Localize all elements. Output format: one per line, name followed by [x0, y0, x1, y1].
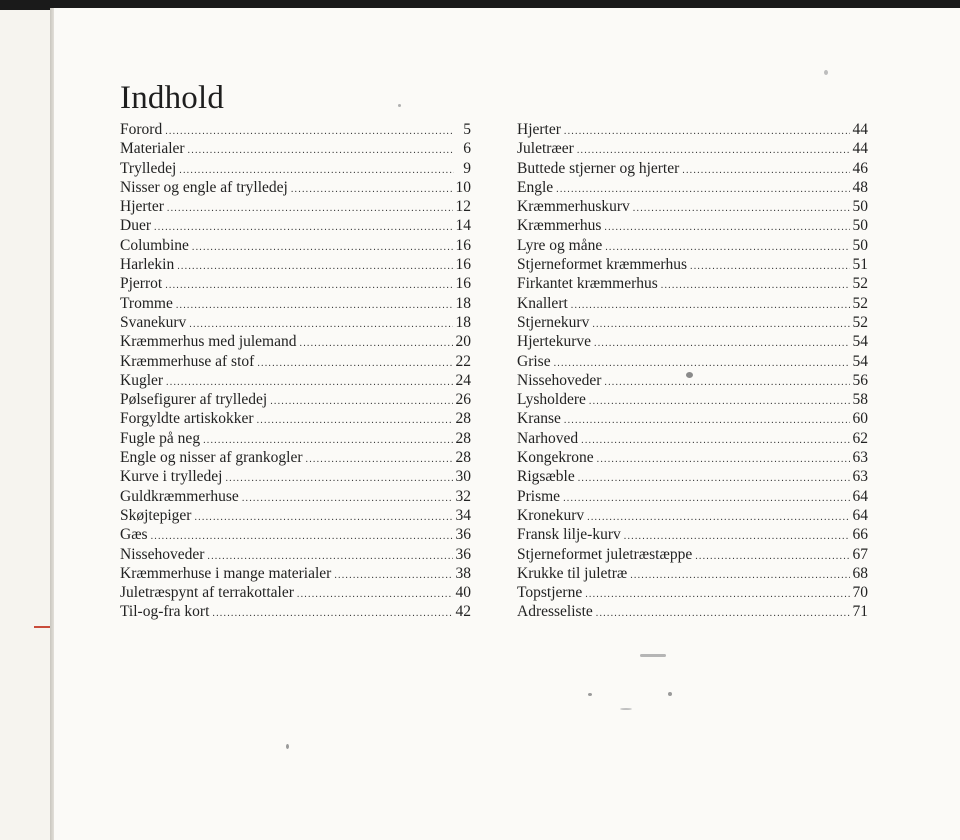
- toc-entry: [120, 352, 471, 371]
- toc-entry: [517, 159, 868, 178]
- toc-entry-title: Rigsæble: [517, 468, 575, 486]
- toc-entry-page-number: 44: [852, 140, 868, 158]
- toc-entry-title: Svanekurv: [120, 313, 187, 331]
- toc-entry: [517, 409, 868, 428]
- toc-entry: [120, 525, 471, 544]
- toc-entry: [517, 467, 868, 486]
- dot-leader: [587, 508, 849, 527]
- toc-entry: [517, 294, 868, 313]
- toc-entry: [517, 236, 868, 255]
- paper-speck: [640, 654, 666, 657]
- toc-entry-title: Hjertekurve: [517, 333, 592, 351]
- toc-entry-page-number: 68: [852, 564, 868, 582]
- toc-entry: [120, 545, 471, 564]
- toc-entry-title: Pjerrot: [120, 275, 163, 293]
- dot-leader: [594, 334, 849, 353]
- toc-entry: [517, 564, 868, 583]
- toc-entry-title: Forord: [120, 121, 163, 138]
- toc-entry-page-number: 44: [852, 121, 868, 138]
- dot-leader: [604, 218, 849, 237]
- dot-leader: [270, 392, 452, 411]
- toc-column-left: [120, 120, 471, 622]
- toc-entry-page-number: 54: [852, 352, 868, 370]
- toc-entry-page-number: 28: [455, 449, 471, 467]
- dot-leader: [192, 238, 453, 257]
- toc-entry-page-number: 40: [455, 584, 471, 602]
- toc-entry-page-number: 22: [455, 352, 471, 370]
- paper-speck: [588, 693, 592, 696]
- toc-entry-page-number: 51: [852, 256, 868, 274]
- toc-entry-page-number: 42: [455, 603, 471, 621]
- toc-entry-page-number: 64: [852, 506, 868, 524]
- dot-leader: [604, 373, 849, 392]
- toc-entry-title: Materialer: [120, 140, 185, 158]
- toc-entry-title: Columbine: [120, 236, 189, 254]
- toc-entry-title: Hjerter: [517, 121, 561, 138]
- toc-entry: [120, 583, 471, 602]
- dot-leader: [564, 411, 850, 430]
- toc-entry-page-number: 56: [852, 371, 868, 389]
- toc-entry-title: Kranse: [517, 410, 561, 428]
- toc-entry-page-number: 16: [455, 256, 471, 274]
- toc-entry-page-number: 20: [455, 333, 471, 351]
- toc-entry-page-number: 52: [852, 275, 868, 293]
- dot-leader: [300, 334, 453, 353]
- toc-entry-page-number: 64: [852, 487, 868, 505]
- toc-entry: [517, 583, 868, 602]
- toc-entry-title: Kugler: [120, 371, 164, 389]
- toc-entry-title: Grise: [517, 352, 551, 370]
- toc-entry: [517, 216, 868, 235]
- dot-leader: [571, 296, 850, 315]
- toc-entry-title: Tromme: [120, 294, 173, 312]
- toc-entry-title: Topstjerne: [517, 584, 583, 602]
- toc-entry-page-number: 18: [455, 313, 471, 331]
- dot-leader: [633, 199, 850, 218]
- toc-entry: [120, 236, 471, 255]
- dot-leader: [592, 315, 849, 334]
- toc-entry: [517, 139, 868, 158]
- toc-entry: [120, 602, 471, 621]
- toc-entry-title: Engle: [517, 178, 554, 196]
- toc-entry: [517, 429, 868, 448]
- dot-leader: [597, 450, 850, 469]
- toc-entry-title: Prisme: [517, 487, 561, 505]
- toc-entry-page-number: 14: [455, 217, 471, 235]
- toc-entry-page-number: 54: [852, 333, 868, 351]
- dot-leader: [176, 296, 453, 315]
- toc-entry: [517, 197, 868, 216]
- toc-entry-page-number: 6: [463, 140, 471, 158]
- toc-entry-title: Kræmmerhuse af stof: [120, 352, 255, 370]
- page-edge-mark: [34, 626, 50, 628]
- toc-column-right: [517, 120, 868, 622]
- toc-entry-title: Lyre og måne: [517, 236, 603, 254]
- toc-entry-page-number: 9: [463, 159, 471, 177]
- toc-entry-title: Juletræspynt af terrakottaler: [120, 584, 294, 602]
- dot-leader: [578, 469, 850, 488]
- dot-leader: [690, 257, 849, 276]
- dot-leader: [306, 450, 453, 469]
- toc-entry-page-number: 36: [455, 526, 471, 544]
- toc-entry-title: Juletræer: [517, 140, 574, 158]
- toc-entry-page-number: 36: [455, 545, 471, 563]
- page-title: Indhold: [120, 80, 225, 116]
- toc-entry-title: Kræmmerhuskurv: [517, 198, 630, 216]
- toc-entry-page-number: 12: [455, 198, 471, 216]
- dot-leader: [165, 276, 452, 295]
- facing-page-edge: [0, 10, 52, 840]
- dot-leader: [585, 585, 849, 604]
- dot-leader: [225, 469, 452, 488]
- toc-entry: [517, 545, 868, 564]
- toc-entry-page-number: 66: [852, 526, 868, 544]
- toc-entry-title: Til-og-fra kort: [120, 603, 210, 621]
- toc-entry: [120, 313, 471, 332]
- toc-entry-page-number: 30: [455, 468, 471, 486]
- toc-entry-page-number: 38: [455, 564, 471, 582]
- dot-leader: [177, 257, 452, 276]
- toc-entry-title: Fransk lilje-kurv: [517, 526, 621, 544]
- toc-entry-page-number: 63: [852, 468, 868, 486]
- toc-entry-page-number: 26: [455, 391, 471, 409]
- dot-leader: [297, 585, 453, 604]
- toc-entry-title: Kurve i trylledej: [120, 468, 223, 486]
- dot-leader: [165, 122, 454, 141]
- toc-entry: [517, 255, 868, 274]
- toc-entry-page-number: 50: [852, 217, 868, 235]
- toc-entry: [120, 274, 471, 293]
- dot-leader: [596, 604, 850, 623]
- toc-entry-title: Narhoved: [517, 429, 579, 447]
- toc-entry-title: Krukke til juletræ: [517, 564, 628, 582]
- toc-entry: [517, 313, 868, 332]
- toc-entry: [120, 371, 471, 390]
- toc-entry-page-number: 67: [852, 545, 868, 563]
- toc-entry-title: Nissehoveder: [517, 371, 602, 389]
- toc-entry-page-number: 60: [852, 410, 868, 428]
- toc-entry: [120, 487, 471, 506]
- toc-entry: [517, 448, 868, 467]
- dot-leader: [154, 218, 453, 237]
- paper-speck: [286, 744, 289, 749]
- toc-entry: [120, 429, 471, 448]
- dot-leader: [334, 566, 452, 585]
- toc-entry: [517, 352, 868, 371]
- toc-entry-title: Kronekurv: [517, 506, 585, 524]
- toc-entry-page-number: 5: [463, 121, 471, 138]
- dot-leader: [167, 199, 453, 218]
- toc-entry: [517, 487, 868, 506]
- toc-entry-page-number: 50: [852, 236, 868, 254]
- toc-entry-title: Pølsefigurer af trylledej: [120, 391, 268, 409]
- toc-entry-title: Gæs: [120, 526, 148, 544]
- toc-entry-title: Lysholdere: [517, 391, 586, 409]
- toc-entry-title: Kræmmerhus med julemand: [120, 333, 297, 351]
- toc-entry-page-number: 16: [455, 236, 471, 254]
- dot-leader: [661, 276, 850, 295]
- toc-entry-title: Stjerneformet kræmmerhus: [517, 256, 688, 274]
- toc-entry-title: Fugle på neg: [120, 429, 201, 447]
- toc-entry-title: Harlekin: [120, 256, 175, 274]
- toc-entry-title: Engle og nisser af grankogler: [120, 449, 303, 467]
- toc-entry-page-number: 52: [852, 313, 868, 331]
- toc-entry-page-number: 24: [455, 371, 471, 389]
- toc-entry: [120, 178, 471, 197]
- toc-entry-page-number: 28: [455, 429, 471, 447]
- toc-entry-page-number: 52: [852, 294, 868, 312]
- toc-entry-page-number: 16: [455, 275, 471, 293]
- toc-entry-page-number: 71: [852, 603, 868, 621]
- toc-entry: [120, 390, 471, 409]
- toc-entry-page-number: 34: [455, 506, 471, 524]
- toc-entry: [517, 602, 868, 621]
- toc-entry: [120, 216, 471, 235]
- dot-leader: [589, 392, 850, 411]
- toc-entry: [120, 564, 471, 583]
- toc-entry: [517, 274, 868, 293]
- toc-entry-title: Trylledej: [120, 159, 177, 177]
- toc-entry-title: Skøjtepiger: [120, 506, 192, 524]
- toc-entry: [120, 467, 471, 486]
- toc-entry-page-number: 28: [455, 410, 471, 428]
- toc-entry-title: Kræmmerhuse i mange materialer: [120, 564, 332, 582]
- toc-entry: [120, 294, 471, 313]
- toc-entry-title: Guldkræmmerhuse: [120, 487, 239, 505]
- dot-leader: [563, 489, 849, 508]
- dot-leader: [695, 547, 849, 566]
- toc-entry-title: Nissehoveder: [120, 545, 205, 563]
- toc-entry-page-number: 62: [852, 429, 868, 447]
- toc-entry: [120, 332, 471, 351]
- toc-entry: [517, 506, 868, 525]
- toc-entry-title: Knallert: [517, 294, 568, 312]
- toc-entry-title: Nisser og engle af trylledej: [120, 178, 288, 196]
- toc-entry-title: Stjerneformet juletræstæppe: [517, 545, 693, 563]
- toc-entry: [120, 255, 471, 274]
- toc-entry-title: Duer: [120, 217, 151, 235]
- toc-entry-page-number: 48: [852, 178, 868, 196]
- paper-speck: [824, 70, 828, 75]
- toc-entry-title: Firkantet kræmmerhus: [517, 275, 658, 293]
- toc-entry-page-number: 70: [852, 584, 868, 602]
- paper-speck: [620, 708, 632, 710]
- toc-entry-page-number: 58: [852, 391, 868, 409]
- toc-entry-title: Forgyldte artiskokker: [120, 410, 254, 428]
- toc-entry-page-number: 63: [852, 449, 868, 467]
- toc-entry-page-number: 18: [455, 294, 471, 312]
- dot-leader: [194, 508, 452, 527]
- dot-leader: [630, 566, 849, 585]
- toc-entry: [120, 197, 471, 216]
- toc-entry: [120, 120, 471, 139]
- toc-entry-page-number: 32: [455, 487, 471, 505]
- toc-entry-page-number: 46: [852, 159, 868, 177]
- toc-entry-page-number: 50: [852, 198, 868, 216]
- toc-entry: [120, 506, 471, 525]
- toc-entry: [120, 409, 471, 428]
- toc-entry-title: Buttede stjerner og hjerter: [517, 159, 680, 177]
- toc-entry: [517, 120, 868, 139]
- toc-entry: [517, 332, 868, 351]
- dot-leader: [564, 122, 850, 141]
- dot-leader: [257, 411, 453, 430]
- toc-entry-page-number: 10: [455, 178, 471, 196]
- dot-leader: [212, 604, 452, 623]
- toc-entry-title: Kræmmerhus: [517, 217, 602, 235]
- toc-entry: [517, 178, 868, 197]
- toc-entry: [120, 139, 471, 158]
- paper-speck: [686, 372, 693, 378]
- dot-leader: [242, 489, 453, 508]
- paper-speck: [668, 692, 672, 696]
- toc-entry: [120, 448, 471, 467]
- dot-leader: [257, 354, 452, 373]
- dot-leader: [188, 141, 454, 160]
- toc-entry: [517, 390, 868, 409]
- toc-entry-title: Stjernekurv: [517, 313, 590, 331]
- dot-leader: [682, 161, 849, 180]
- dot-leader: [291, 180, 453, 199]
- toc-entry-title: Hjerter: [120, 198, 164, 216]
- toc-entry: [120, 159, 471, 178]
- toc-entry: [517, 525, 868, 544]
- toc-entry-title: Adresseliste: [517, 603, 593, 621]
- toc-entry-title: Kongekrone: [517, 449, 594, 467]
- paper-speck: [398, 104, 401, 107]
- dot-leader: [581, 431, 849, 450]
